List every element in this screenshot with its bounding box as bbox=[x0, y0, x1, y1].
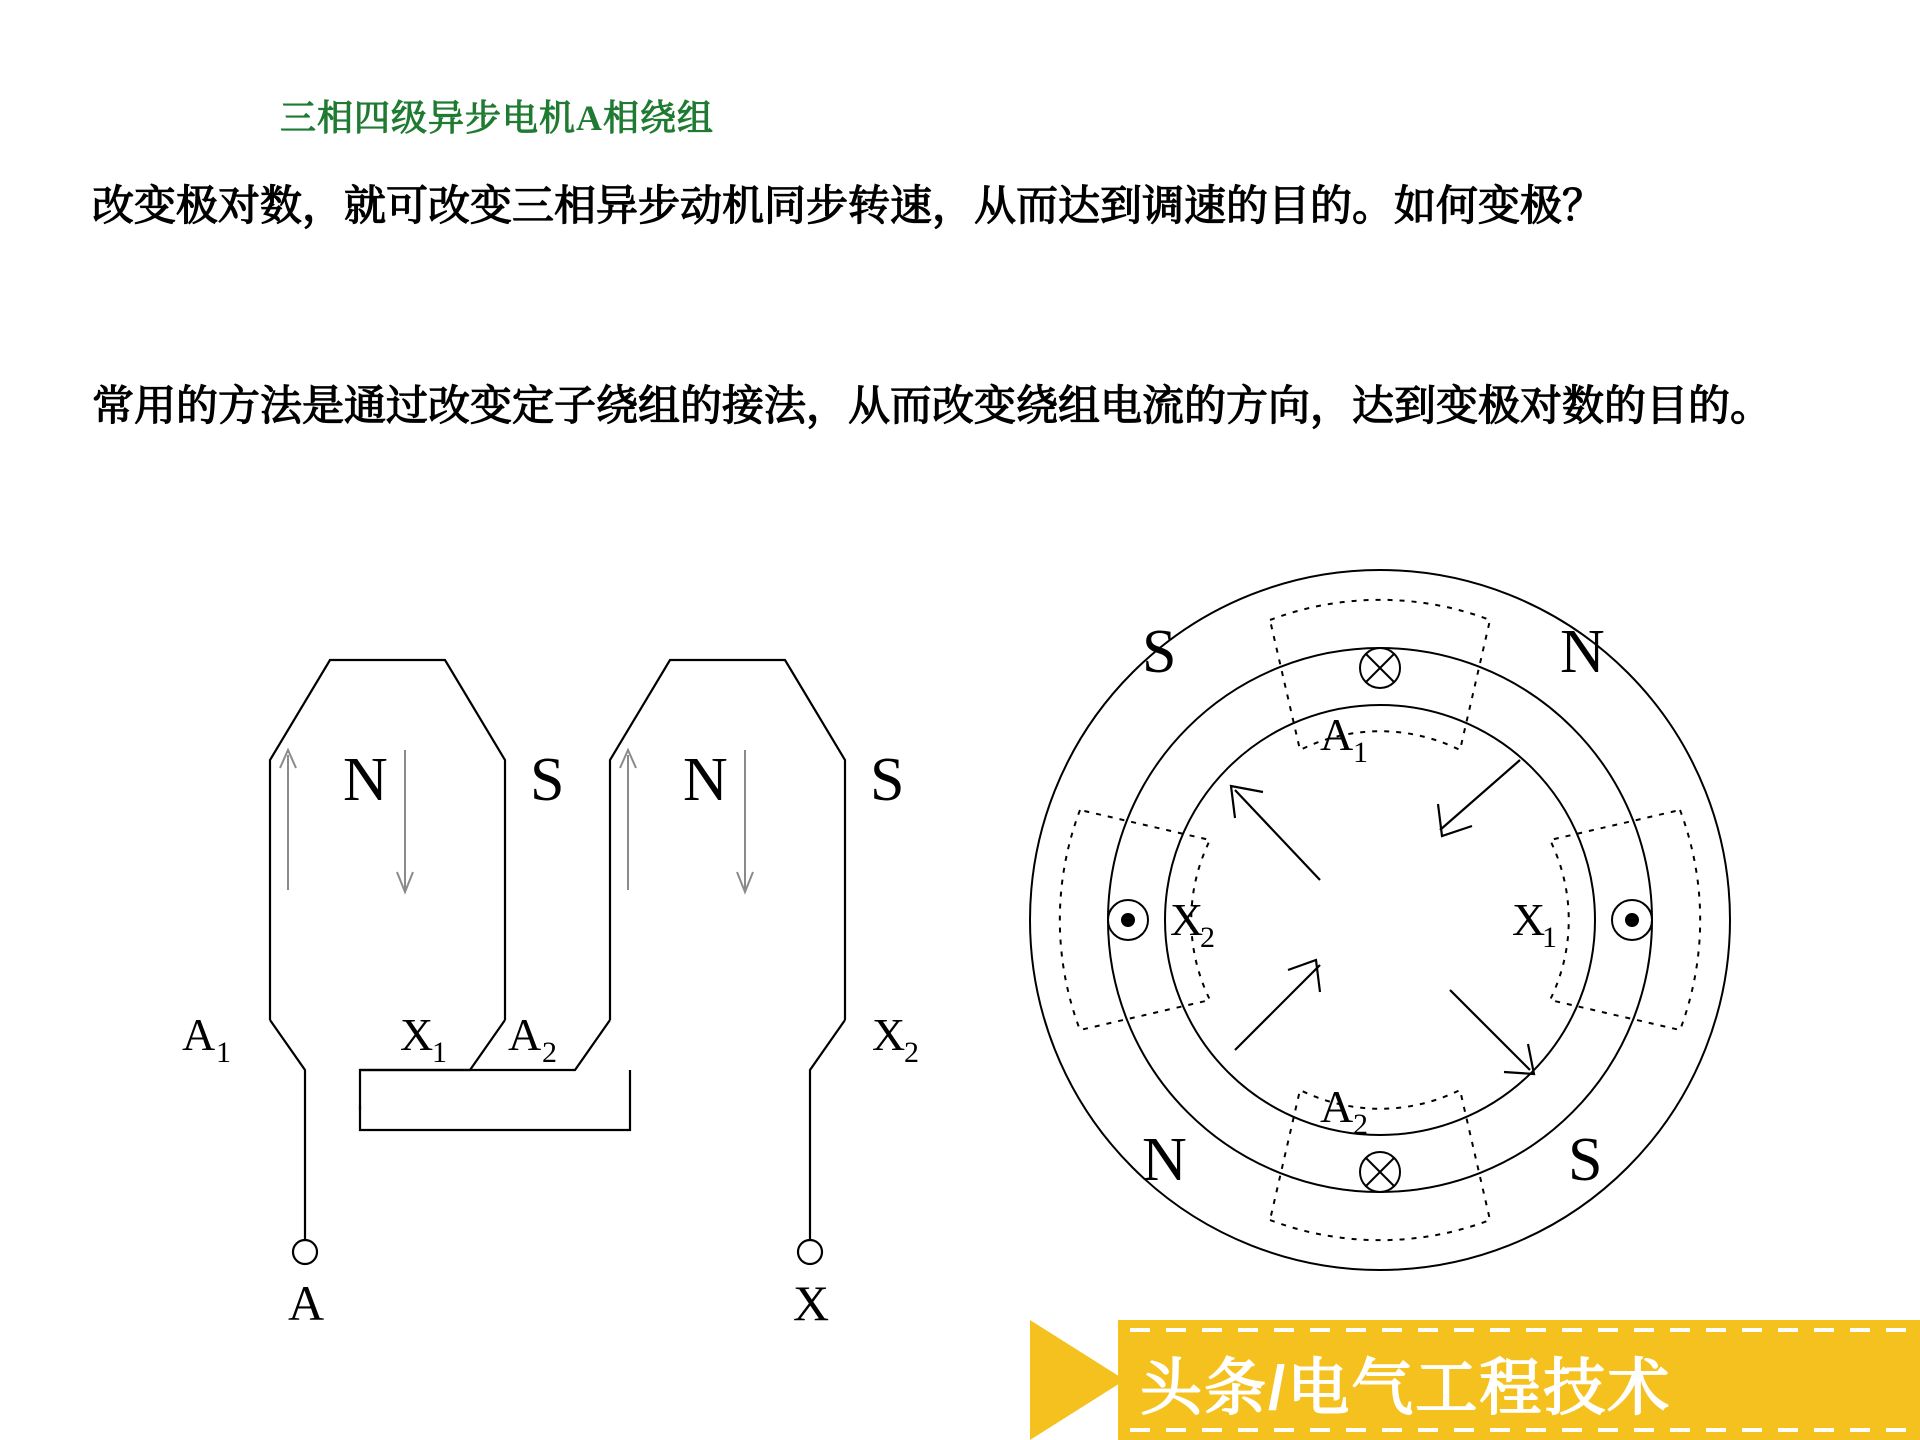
coil-span-a1 bbox=[1270, 600, 1490, 750]
stator-pole-s-bottom-right: S bbox=[1568, 1126, 1603, 1194]
label-x1-sub: 1 bbox=[432, 1036, 447, 1069]
coil-2-outline bbox=[610, 660, 845, 1020]
stator-label-a1-sub: 1 bbox=[1353, 736, 1368, 769]
flux-arrow-lower-right-shaft bbox=[1450, 990, 1530, 1070]
paragraph-1: 改变极对数，就可改变三相异步动机同步转速，从而达到调速的目的。如何变极？ bbox=[92, 184, 1605, 230]
label-a2-sub: 2 bbox=[542, 1036, 557, 1069]
coil-interconnect bbox=[360, 1070, 630, 1130]
stator-label-a2: A bbox=[1320, 1081, 1354, 1132]
label-x2-sub: 2 bbox=[904, 1036, 919, 1069]
label-a1-sub: 1 bbox=[216, 1036, 231, 1069]
label-x1: X bbox=[400, 1009, 434, 1060]
stator-pole-n-top-right: N bbox=[1560, 618, 1605, 686]
current-into-page-bottom-cross bbox=[1366, 1158, 1394, 1186]
coil-2-right-leg bbox=[810, 1020, 845, 1110]
label-a1: A bbox=[182, 1009, 216, 1060]
coil-2-left-leg bbox=[360, 1020, 610, 1070]
terminal-circle-x bbox=[798, 1240, 822, 1264]
pole-label-s2: S bbox=[870, 746, 905, 814]
winding-diagram bbox=[160, 600, 1020, 1400]
stator-label-x1-sub: 1 bbox=[1542, 921, 1557, 954]
paragraph-2: 常用的方法是通过改变定子绕组的接法，从而改变绕组电流的方向，达到变极对数的目的。 bbox=[92, 384, 1773, 430]
watermark-arrow bbox=[1030, 1320, 1125, 1440]
pole-label-n1: N bbox=[343, 746, 388, 814]
label-x2: X bbox=[872, 1009, 906, 1060]
label-a2: A bbox=[508, 1009, 542, 1060]
lead-label-a: A bbox=[288, 1275, 325, 1331]
lead-label-x: X bbox=[793, 1275, 830, 1331]
current-into-page-top-cross bbox=[1366, 654, 1394, 682]
current-out-of-page-left-dot bbox=[1122, 914, 1134, 926]
watermark-banner bbox=[1030, 1320, 1920, 1440]
coil-span-a2 bbox=[1270, 1090, 1490, 1240]
pole-label-s1: S bbox=[530, 746, 565, 814]
watermark-text: 头条/电气工程技术 bbox=[1140, 1354, 1672, 1423]
stator-label-a2-sub: 2 bbox=[1353, 1108, 1368, 1141]
stator-label-a1: A bbox=[1320, 709, 1354, 760]
winding-diagram-svg bbox=[160, 600, 1020, 1400]
stator-label-x1: X bbox=[1512, 894, 1546, 945]
terminal-circle-a bbox=[293, 1240, 317, 1264]
stator-label-x2-sub: 2 bbox=[1200, 921, 1215, 954]
flux-arrow-upper-left-shaft bbox=[1235, 790, 1320, 880]
current-out-of-page-right-dot bbox=[1626, 914, 1638, 926]
stator-pole-s-top-left: S bbox=[1142, 618, 1177, 686]
stator-diagram-svg bbox=[1020, 560, 1740, 1280]
page-title: 三相四级异步电机A相绕组 bbox=[280, 98, 714, 138]
flux-arrow-upper-right-head bbox=[1438, 804, 1472, 836]
stator-diagram bbox=[1020, 560, 1740, 1280]
coil-1-left-leg bbox=[270, 1020, 305, 1110]
coil-1-outline bbox=[270, 660, 505, 1020]
flux-arrow-upper-right-shaft bbox=[1440, 760, 1520, 830]
flux-arrow-lower-left-shaft bbox=[1235, 965, 1320, 1050]
stator-pole-n-bottom-left: N bbox=[1142, 1126, 1187, 1194]
pole-label-n2: N bbox=[683, 746, 728, 814]
stator-label-x2: X bbox=[1170, 894, 1204, 945]
flux-arrow-lower-left-head bbox=[1288, 960, 1320, 992]
